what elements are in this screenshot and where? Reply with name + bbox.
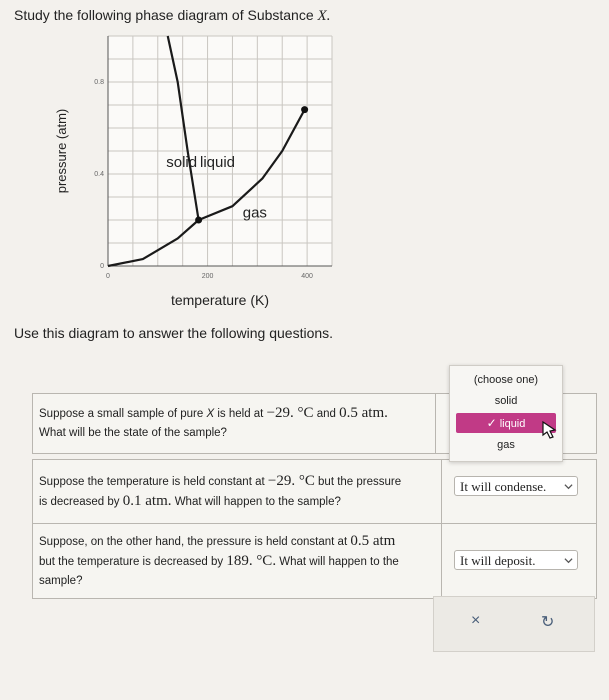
- y-tick-label: 0: [100, 263, 104, 270]
- question-1-text: Suppose a small sample of pure X is held at −29. °C and 0.5 atm. What will be the state of the sample?: [33, 394, 436, 453]
- answer-select-2-value: It will condense.: [460, 479, 547, 494]
- region-label-solid: solid: [166, 154, 198, 172]
- chevron-down-icon: [564, 482, 573, 491]
- instruction-text: Use this diagram to answer the following questions.: [14, 325, 334, 341]
- y-tick-label: 0.4: [94, 171, 104, 178]
- state-dropdown-menu[interactable]: [449, 365, 563, 462]
- x-tick-label: 200: [201, 273, 214, 280]
- x-axis-label: temperature (K): [170, 292, 270, 308]
- intro-prefix: Study the following phase diagram of Substance: [14, 7, 314, 23]
- clear-button[interactable]: ×: [471, 612, 481, 629]
- option-liquid[interactable]: ✓ liquid: [456, 413, 556, 433]
- option-solid[interactable]: solid: [494, 395, 518, 407]
- action-bar: [433, 596, 595, 652]
- mouse-cursor-icon: [541, 420, 559, 440]
- reset-button[interactable]: ↻: [541, 614, 555, 631]
- chart-grid: [108, 36, 332, 266]
- chevron-down-icon: [564, 556, 573, 565]
- option-gas[interactable]: gas: [497, 439, 515, 451]
- dropdown-header: (choose one): [473, 374, 539, 386]
- y-axis-label: pressure (atm): [54, 108, 69, 194]
- phase-diagram: [0, 0, 609, 320]
- answer-select-3-value: It will deposit.: [460, 553, 536, 568]
- x-tick-label: 0: [106, 273, 110, 280]
- critical-point: [301, 106, 308, 113]
- question-2-text: Suppose the temperature is held constant at −29. °C but the pressure is decreased by 0.1 atm. What will happen to the sample?: [33, 460, 442, 523]
- answer-select-2[interactable]: [454, 476, 578, 496]
- checkmark-icon: ✓: [486, 416, 497, 430]
- region-label-liquid: liquid: [199, 154, 236, 172]
- answer-select-3[interactable]: [454, 550, 578, 570]
- substance-label: X.: [317, 8, 331, 24]
- question-3-text: Suppose, on the other hand, the pressure is held constant at 0.5 atm but the temperature is decreased by 189. °C. What will happen to the sample?: [33, 524, 442, 598]
- y-tick-label: 0.8: [94, 79, 104, 86]
- triple-point: [195, 217, 202, 224]
- region-label-gas: gas: [242, 204, 267, 222]
- x-tick-label: 400: [301, 273, 313, 280]
